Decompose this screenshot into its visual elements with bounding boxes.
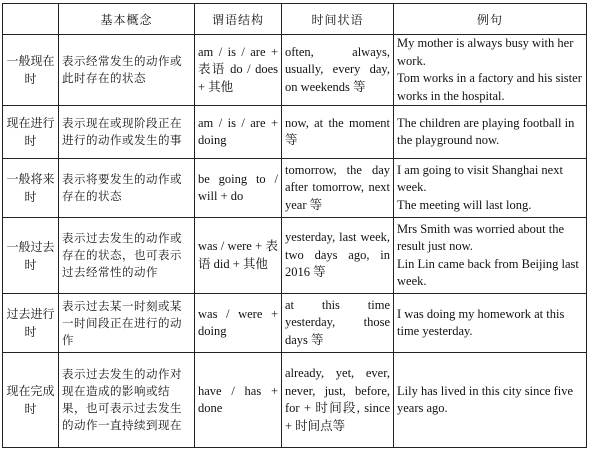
tense-name: 现在完成时 <box>3 353 59 448</box>
time-adverbials-cell: yesterday, last week, two days ago, in 2016 等 <box>282 218 394 294</box>
table-row <box>3 353 587 448</box>
header-examples: 例句 <box>394 4 587 35</box>
example-sentence: Lily has lived in this city since five years ago. <box>397 383 574 415</box>
example-sentence: My mother is always busy with her work. <box>397 36 574 68</box>
example-sentence: The children are playing football in the playground now. <box>397 115 575 147</box>
example-sentence: I was doing my homework at this time yesterday. <box>397 306 565 338</box>
tense-name: 一般将来时 <box>3 159 59 218</box>
example-sentence: Tom works in a factory and his sister works in the hospital. <box>397 71 582 103</box>
tense-name: 一般过去时 <box>3 218 59 294</box>
structure-cell: be going to / will + do <box>195 159 282 218</box>
table-row <box>3 294 587 353</box>
example-sentence: I am going to visit Shanghai next week. <box>397 162 563 195</box>
examples-cell <box>394 353 587 448</box>
examples-cell <box>394 106 587 159</box>
time-adverbials-cell: already, yet, ever, never, just, before, for + 时间段, since + 时间点等 <box>282 353 394 448</box>
table-row <box>3 106 587 159</box>
tense-name: 过去进行时 <box>3 294 59 353</box>
header-tense <box>3 4 59 35</box>
time-adverbials-cell: at this time yesterday, those days 等 <box>282 294 394 353</box>
structure-cell: have / has + done <box>195 353 282 448</box>
table-row <box>3 35 587 106</box>
header-concept: 基本概念 <box>59 4 195 35</box>
examples-cell <box>394 294 587 353</box>
concept-cell: 表示过去发生的动作或存在的状态，也可表示过去经常性的动作 <box>59 218 195 294</box>
examples-cell <box>394 35 587 106</box>
structure-cell: am / is / are + 表语 do / does + 其他 <box>195 35 282 106</box>
examples-cell <box>394 159 587 218</box>
concept-cell: 表示过去某一时刻或某一时间段正在进行的动作 <box>59 294 195 353</box>
header-row <box>3 4 587 35</box>
tense-table <box>2 3 587 448</box>
concept-cell: 表示过去发生的动作对现在造成的影响或结果，也可表示过去发生的动作一直持续到现在 <box>59 353 195 448</box>
header-time-adverbials: 时间状语 <box>282 4 394 35</box>
example-sentence: The meeting will last long. <box>397 197 532 212</box>
example-sentence: Lin Lin came back from Beijing last week. <box>397 256 579 288</box>
header-structure: 谓语结构 <box>195 4 282 35</box>
example-sentence: Mrs Smith was worried about the result just now. <box>397 221 564 253</box>
examples-cell <box>394 218 587 294</box>
table-row <box>3 159 587 218</box>
structure-cell: was / were + 表语 did + 其他 <box>195 218 282 294</box>
concept-cell: 表示将要发生的动作或存在的状态 <box>59 159 195 218</box>
tense-name: 一般现在时 <box>3 35 59 106</box>
concept-cell: 表示经常发生的动作或此时存在的状态 <box>59 35 195 106</box>
time-adverbials-cell: tomorrow, the day after tomorrow, next year 等 <box>282 159 394 218</box>
tense-name: 现在进行时 <box>3 106 59 159</box>
structure-cell: am / is / are + doing <box>195 106 282 159</box>
structure-cell: was / were + doing <box>195 294 282 353</box>
table-row <box>3 218 587 294</box>
concept-cell: 表示现在或现阶段正在进行的动作或发生的事 <box>59 106 195 159</box>
time-adverbials-cell: often, always, usually, every day, on weekends 等 <box>282 35 394 106</box>
time-adverbials-cell: now, at the moment 等 <box>282 106 394 159</box>
